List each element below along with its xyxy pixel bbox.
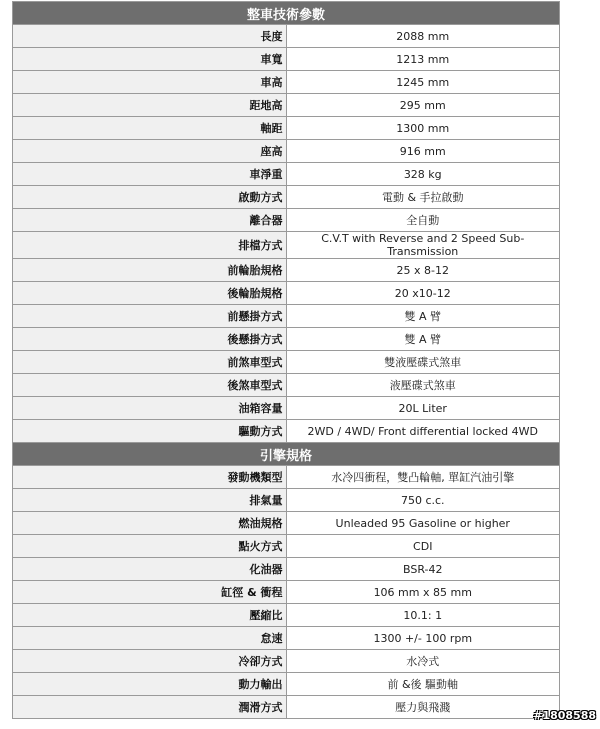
spec-value: 916 mm — [286, 140, 560, 163]
table-row — [13, 163, 560, 186]
table-row — [13, 489, 560, 512]
spec-label: 車高 — [13, 71, 287, 94]
section-title: 整車技術參數 — [13, 2, 560, 25]
table-row — [13, 25, 560, 48]
spec-value: BSR-42 — [286, 558, 560, 581]
spec-value: 1245 mm — [286, 71, 560, 94]
spec-label: 長度 — [13, 25, 287, 48]
spec-table — [12, 1, 560, 719]
spec-value: 20L Liter — [286, 397, 560, 420]
spec-value: 1213 mm — [286, 48, 560, 71]
table-row — [13, 558, 560, 581]
spec-value: 295 mm — [286, 94, 560, 117]
table-row — [13, 282, 560, 305]
spec-label: 發動機類型 — [13, 466, 287, 489]
spec-value: 全自動 — [286, 209, 560, 232]
table-row — [13, 604, 560, 627]
spec-value: 10.1: 1 — [286, 604, 560, 627]
watermark: #1808588 — [533, 709, 596, 722]
table-row — [13, 71, 560, 94]
table-row — [13, 305, 560, 328]
spec-label: 缸徑 & 衝程 — [13, 581, 287, 604]
table-row — [13, 535, 560, 558]
spec-table-body — [13, 2, 560, 719]
table-row — [13, 328, 560, 351]
section-header-row — [13, 2, 560, 25]
table-row — [13, 232, 560, 259]
table-row — [13, 466, 560, 489]
spec-value: 壓力與飛濺 — [286, 696, 560, 719]
spec-value: CDI — [286, 535, 560, 558]
spec-label: 排氣量 — [13, 489, 287, 512]
table-row — [13, 94, 560, 117]
table-row — [13, 48, 560, 71]
spec-value: 106 mm x 85 mm — [286, 581, 560, 604]
spec-value: 2088 mm — [286, 25, 560, 48]
spec-value: 水冷四衝程，雙凸輪軸, 單缸汽油引擎 — [286, 466, 560, 489]
spec-label: 軸距 — [13, 117, 287, 140]
spec-label: 距地高 — [13, 94, 287, 117]
spec-value: 雙液壓碟式煞車 — [286, 351, 560, 374]
table-row — [13, 696, 560, 719]
spec-value: 前 &後 驅動軸 — [286, 673, 560, 696]
spec-label: 油箱容量 — [13, 397, 287, 420]
spec-label: 車寬 — [13, 48, 287, 71]
spec-label: 離合器 — [13, 209, 287, 232]
table-row — [13, 650, 560, 673]
table-row — [13, 673, 560, 696]
table-row — [13, 581, 560, 604]
spec-value: 水冷式 — [286, 650, 560, 673]
table-row — [13, 259, 560, 282]
spec-value: 750 c.c. — [286, 489, 560, 512]
spec-value: 328 kg — [286, 163, 560, 186]
spec-value: 1300 +/- 100 rpm — [286, 627, 560, 650]
spec-value: 雙 A 臂 — [286, 328, 560, 351]
spec-value: 液壓碟式煞車 — [286, 374, 560, 397]
table-row — [13, 186, 560, 209]
table-row — [13, 117, 560, 140]
spec-value: 20 x10-12 — [286, 282, 560, 305]
spec-label: 前輪胎規格 — [13, 259, 287, 282]
spec-label: 驅動方式 — [13, 420, 287, 443]
spec-value: 25 x 8-12 — [286, 259, 560, 282]
spec-value: Unleaded 95 Gasoline or higher — [286, 512, 560, 535]
section-header-row — [13, 443, 560, 466]
spec-label: 排檔方式 — [13, 232, 287, 259]
spec-label: 座高 — [13, 140, 287, 163]
table-row — [13, 374, 560, 397]
spec-label: 後煞車型式 — [13, 374, 287, 397]
spec-label: 前煞車型式 — [13, 351, 287, 374]
spec-label: 怠速 — [13, 627, 287, 650]
table-row — [13, 140, 560, 163]
table-row — [13, 351, 560, 374]
spec-value: 1300 mm — [286, 117, 560, 140]
spec-label: 燃油規格 — [13, 512, 287, 535]
table-row — [13, 209, 560, 232]
spec-label: 化油器 — [13, 558, 287, 581]
spec-label: 點火方式 — [13, 535, 287, 558]
spec-label: 壓縮比 — [13, 604, 287, 627]
section-title: 引擎規格 — [13, 443, 560, 466]
table-row — [13, 512, 560, 535]
spec-value: 2WD / 4WD/ Front differential locked 4WD — [286, 420, 560, 443]
table-row — [13, 397, 560, 420]
spec-value: 電動 & 手拉啟動 — [286, 186, 560, 209]
spec-value: 雙 A 臂 — [286, 305, 560, 328]
spec-label: 後懸掛方式 — [13, 328, 287, 351]
spec-label: 前懸掛方式 — [13, 305, 287, 328]
table-row — [13, 627, 560, 650]
spec-label: 動力輸出 — [13, 673, 287, 696]
spec-label: 啟動方式 — [13, 186, 287, 209]
spec-label: 潤滑方式 — [13, 696, 287, 719]
table-row — [13, 420, 560, 443]
spec-label: 冷卻方式 — [13, 650, 287, 673]
spec-label: 後輪胎規格 — [13, 282, 287, 305]
spec-value: C.V.T with Reverse and 2 Speed Sub-Transmission — [286, 232, 560, 259]
spec-label: 車淨重 — [13, 163, 287, 186]
